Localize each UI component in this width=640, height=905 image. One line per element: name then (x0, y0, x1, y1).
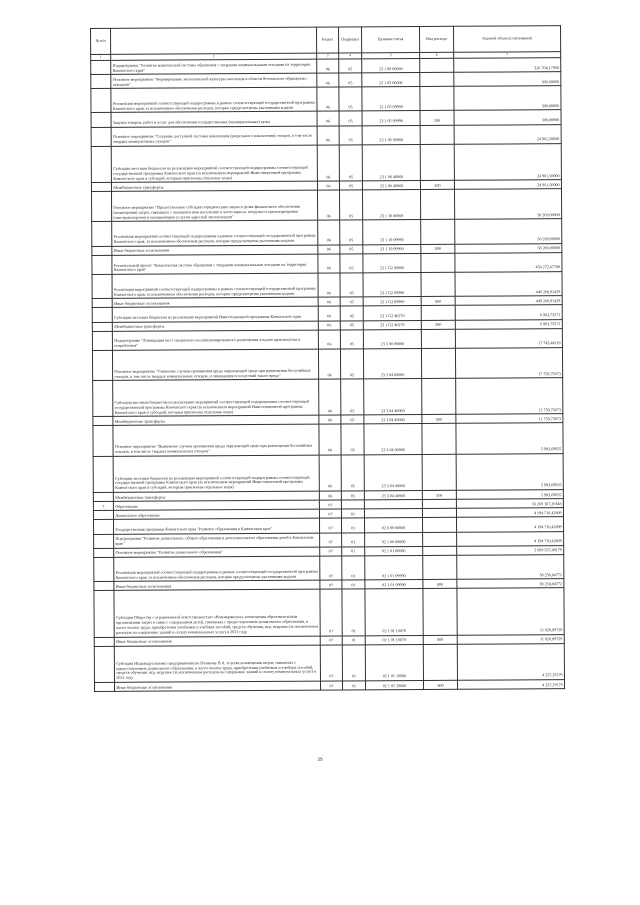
row-number (94, 637, 114, 646)
row-expense-type-code (420, 87, 454, 111)
row-expense-type-code (421, 253, 455, 272)
header-section: Раздел (316, 27, 338, 53)
row-number (91, 60, 111, 74)
row-section-code: 06 (317, 87, 339, 111)
row-target-code: 23 1 G2 00000 (363, 253, 421, 273)
row-expense-type-code (420, 125, 454, 144)
row-name: Межбюджетные трансферты (112, 321, 318, 331)
row-name: Иные бюджетные ассигнования (112, 245, 318, 255)
row-target-code: 02 1 01 00000 (365, 546, 423, 556)
row-section-code: 06 (318, 220, 340, 244)
row-name: Субсидии местным бюджетам на реализацию мероприятий соответствующей подпрограммы соответствующей государственной программы Камчатского края (за исключением мероприятий Инвестиционной программы Камчатского края и субсидий, которым присвоены отдельные коды) (111, 145, 317, 182)
row-number (92, 246, 112, 255)
row-subsection-code: 05 (339, 181, 362, 190)
row-expense-type-code: 800 (421, 296, 455, 305)
row-expense-type-code: 500 (420, 180, 454, 189)
row-number (94, 581, 114, 590)
row-subsection-code: 01 (342, 556, 365, 580)
row-subsection-code: 01 (342, 518, 365, 532)
row-name: Субсидия Индивидуальному предпринимателю Полякову В.А. в целях возмещения затрат, связанных с предоставлением дошкольного образования, в части оплаты труда, приобретения учебников и учебных пособий, средств обучения, игр, игрушек (за исключением расходов на содержание зданий и оплату коммунальных услуг) в 2021 году (114, 645, 320, 682)
row-subsection-code: 05 (339, 73, 362, 87)
row-amount: 4 194 710,42809 (456, 508, 563, 518)
header-subsection: Подраздел (338, 27, 361, 53)
row-target-code: 23 1 05 00000 (362, 73, 420, 88)
row-expense-type-code (423, 532, 457, 546)
row-expense-type-code (423, 555, 457, 579)
row-number (92, 298, 112, 307)
row-name: Иные бюджетные ассигнования (114, 636, 320, 646)
row-expense-type-code (420, 189, 454, 219)
row-amount: 300,00000 (454, 110, 561, 125)
row-number (92, 308, 112, 322)
row-subsection-code: 05 (340, 320, 363, 329)
row-name: Основное мероприятие "Создание доступной системы накопления (раздельного накопления) отходов, в том числе твердых коммунальных отходов" (111, 126, 317, 146)
row-target-code: 23 1 G2 40270 (363, 306, 421, 321)
row-amount: 11 820,89729 (457, 588, 564, 635)
row-subsection-code: 01 (342, 589, 365, 635)
table-row (92, 219, 562, 246)
row-expense-type-code: 500 (422, 415, 456, 424)
row-target-code: 23 1 10 00000 (362, 190, 420, 221)
row-section-code: 06 (317, 73, 339, 87)
row-target-code: 23 1 10 09990 (363, 220, 421, 245)
row-expense-type-code (422, 378, 456, 414)
row-number (93, 492, 113, 501)
row-amount: 17 759,75073 (455, 347, 562, 378)
row-expense-type-code (421, 220, 455, 244)
row-target-code: 23 1 00 00000 (362, 58, 420, 73)
table-row (94, 588, 564, 637)
row-name: Реализация мероприятий соответствующей подпрограммы в рамках соответствующей государственной программы Камчатского края, за исключением обеспечения расходов, которые предусмотрены указанными кодами (112, 273, 318, 298)
index-cell: 5 (362, 53, 420, 59)
row-number (92, 331, 112, 350)
row-section-code: 06 (319, 455, 341, 491)
table-body (91, 58, 565, 692)
row-number (93, 456, 113, 492)
table-row (93, 423, 563, 456)
row-section-code: 06 (319, 424, 341, 454)
header-target: Целевая статья (361, 26, 419, 53)
row-amount: 5 983,69055 (456, 453, 563, 490)
row-name: Региональный проект "Комплексная система обращения с твердыми коммунальными отходами на территории Камчатского края" (112, 254, 318, 274)
row-expense-type-code (421, 329, 455, 348)
row-section-code: 07 (320, 533, 342, 547)
row-expense-type-code: 800 (421, 244, 455, 253)
row-subsection-code: 01 (342, 681, 365, 690)
row-expense-type-code: 500 (421, 320, 455, 329)
row-target-code: 23 3 04 40060 (364, 490, 422, 500)
row-section-code: 07 (320, 547, 342, 556)
row-amount: 58 269,00000 (455, 219, 562, 244)
row-number (92, 274, 112, 298)
row-name: Межбюджетные трансферты (113, 491, 319, 501)
row-expense-type-code (421, 348, 455, 378)
row-target-code: 23 1 10 09990 (363, 244, 421, 254)
row-number (91, 182, 111, 191)
row-section-code: 06 (319, 379, 341, 415)
row-subsection-code: 01 (342, 645, 365, 681)
row-name: Основное мероприятие "Выявление случаев причинения вреда окружающей среде при размещении бесхозяйных отходов, в том числе твердых коммунальных отходов" (113, 425, 319, 456)
row-target-code: 23 1 06 40060 (362, 180, 420, 190)
table-row (94, 643, 564, 682)
row-amount: 449 268,91429 (455, 296, 562, 306)
row-target-code: 02 1 01 09990 (365, 555, 423, 580)
row-expense-type-code (422, 424, 456, 454)
row-target-code: 23 1 05 09990 (362, 87, 420, 112)
row-section-code: 06 (319, 415, 341, 424)
row-expense-type-code (422, 454, 456, 490)
row-amount: 4 194 710,42809 (456, 517, 563, 532)
row-expense-type-code (420, 144, 454, 180)
row-target-code: 02 1 01 09990 (365, 580, 423, 590)
row-subsection-code: 01 (341, 509, 364, 518)
row-section-code: 07 (320, 518, 342, 532)
row-section-code: 07 (320, 635, 342, 644)
row-amount: 2 689 557,88179 (457, 545, 564, 555)
row-amount: 16 269 167,20348 (456, 499, 563, 509)
table-row (94, 679, 564, 691)
row-section-code: 07 (320, 580, 342, 589)
row-number (92, 322, 112, 331)
row-amount: 458 272,67700 (455, 252, 562, 272)
row-amount: 6 903,75571 (455, 305, 562, 320)
row-subsection-code: 01 (342, 547, 365, 556)
row-section-code: 07 (320, 681, 342, 690)
row-name: Субсидии местным бюджетам на реализацию мероприятий Инвестиционной программы Камчатского края (112, 306, 318, 321)
row-section-code: 07 (320, 556, 342, 580)
row-name: Основное мероприятие "Развитие дошкольного образования" (114, 547, 320, 557)
row-subsection-code: 01 (342, 635, 365, 644)
row-subsection-code: 05 (340, 306, 363, 320)
row-amount: 4 257,29179 (457, 643, 564, 680)
row-subsection-code: 05 (340, 244, 363, 253)
row-name: Государственная программа Камчатского края "Развитие образования в Камчатском крае" (114, 518, 320, 533)
row-subsection-code: 05 (340, 254, 363, 273)
row-section-code: 06 (318, 330, 340, 349)
row-amount: 11 820,89729 (457, 634, 564, 644)
row-subsection-code: 05 (339, 87, 362, 111)
row-number (92, 222, 112, 246)
row-target-code: 23 1 06 00000 (362, 125, 420, 145)
index-cell: 4 (339, 53, 362, 59)
row-subsection-code: 05 (340, 273, 363, 297)
header-expense-type: Вид расхода (419, 26, 453, 52)
row-amount: 4 257,29179 (457, 679, 564, 689)
table-row (91, 143, 561, 182)
row-section-code: 06 (318, 273, 340, 297)
row-expense-type-code: 800 (423, 680, 457, 689)
row-name: Образование (113, 500, 319, 510)
table-row (92, 272, 562, 299)
index-cell: 1 (91, 55, 111, 61)
row-expense-type-code: 800 (423, 635, 457, 644)
row-amount: 11 759,75073 (456, 414, 563, 424)
row-amount: 11 759,75073 (456, 378, 563, 415)
row-expense-type-code (422, 508, 456, 517)
table-row (93, 378, 563, 417)
row-name: Иные бюджетные ассигнования (114, 681, 320, 691)
row-subsection-code: 05 (341, 454, 364, 490)
row-amount: 4 194 710,42809 (457, 531, 564, 546)
row-number (94, 548, 114, 557)
row-section-code: 06 (318, 349, 340, 379)
row-amount: 5 983,69055 (456, 489, 563, 499)
row-subsection-code: 01 (342, 532, 365, 546)
row-subsection-code: 05 (341, 424, 364, 454)
index-cell: 6 (420, 52, 454, 58)
row-target-code: 23 3 04 00000 (363, 348, 421, 379)
row-number (93, 380, 113, 416)
index-cell: 7 (454, 52, 561, 58)
table-row (92, 347, 562, 380)
header-num: № п/п (91, 28, 111, 54)
row-target-code: 23 3 04 40060 (364, 415, 422, 425)
header-sum: Годовой объем ассигнований (453, 26, 560, 53)
row-section-code: 06 (318, 306, 340, 320)
row-target-code: 23 1 05 09990 (362, 111, 420, 126)
row-amount: 300,00000 (454, 86, 561, 111)
row-amount: 6 903,75571 (455, 319, 562, 329)
row-number (91, 127, 111, 146)
row-amount: 24 961,50000 (454, 143, 561, 180)
row-amount: 17 743,44118 (455, 328, 562, 348)
row-name: Субсидии местным бюджетам на реализацию мероприятий соответствующей подпрограммы соответствующей государственной программы Камчатского края (за исключением мероприятий Инвестиционной программы Камчатского края и субсидий, которым присвоены отдельные коды) (113, 455, 319, 492)
row-subsection-code: 05 (339, 145, 362, 181)
row-target-code: 23 1 G2 09990 (363, 272, 421, 297)
index-cell: 2 (111, 53, 317, 60)
row-target-code: 23 3 04 40060 (364, 454, 422, 491)
row-section-code: 06 (317, 145, 339, 181)
row-number (92, 350, 112, 380)
row-name: Основное мероприятие "Предоставление субсидии юридическим лицам в целях финансового обеспечения (возмещения) затрат, связанных с оказанием ими населению в части вывоза, погрузки и транспортировки (автотранспортом) и оказывающим услугам адресной эксплуатации" (111, 190, 317, 221)
row-target-code: 23 3 04 40060 (364, 379, 422, 416)
row-name: Дошкольное образование (113, 509, 319, 519)
table-header-row (91, 26, 561, 55)
row-target-code: 02 0 00 00000 (364, 518, 422, 533)
row-number (91, 192, 111, 222)
page-number: 39 (317, 758, 323, 763)
row-name: Субсидии местным бюджетам на реализацию мероприятий соответствующей подпрограммы соответствующей государственной программы Камчатского края (за исключением мероприятий Инвестиционной программы Камчатского края и субсидий, которым присвоены отдельные коды) (113, 379, 319, 416)
row-number (91, 146, 111, 182)
row-section-code: 07 (319, 500, 341, 509)
index-cell: 3 (317, 53, 339, 59)
row-subsection-code: 05 (341, 415, 364, 424)
row-number (94, 557, 114, 581)
row-subsection-code (341, 500, 364, 509)
row-subsection-code: 05 (339, 111, 362, 125)
row-expense-type-code: 800 (423, 579, 457, 588)
row-number (93, 417, 113, 426)
row-target-code: 23 1 G2 09990 (363, 297, 421, 307)
table-row (91, 86, 561, 113)
row-subsection-code: 05 (339, 59, 362, 73)
row-expense-type-code (421, 272, 455, 296)
row-name: Подпрограмма "Развитие комплексной системы обращения с твердыми коммунальными отходами на территории Камчатского края" (111, 59, 317, 74)
row-number (91, 113, 111, 127)
row-amount: 38 258,84772 (457, 579, 564, 589)
row-subsection-code: 05 (341, 491, 364, 500)
row-target-code: 23 3 00 00000 (363, 329, 421, 349)
row-number (94, 646, 114, 682)
row-subsection-code: 05 (339, 125, 362, 144)
row-name: Межбюджетные трансферты (111, 181, 317, 191)
row-amount: 5 983,69055 (456, 423, 563, 454)
row-number (91, 89, 111, 113)
row-amount: 326 704,17900 (454, 58, 561, 73)
row-name: Субсидия Обществу с ограниченной ответственностью «Новокорякское» возмещения образовательным организациям затрат в связи с содержанием детей, связанных с предоставлением дошкольного образования, в части оплаты труда, приобретения учебников и учебных пособий, средств обучения, игр, игрушек (за исключением расходов на содержание зданий и оплату коммунальных услуг) в 2021 году (114, 589, 320, 636)
row-number (93, 426, 113, 456)
row-subsection-code: 05 (340, 349, 363, 379)
budget-sheet (90, 25, 564, 692)
row-section-code: 06 (317, 126, 339, 145)
row-number (94, 682, 114, 691)
row-section-code: 07 (320, 645, 342, 681)
row-amount: 300,00000 (454, 72, 561, 87)
row-expense-type-code (420, 58, 454, 72)
row-name: Межбюджетные трансферты (113, 415, 319, 425)
row-name: Подпрограмма "Ликвидация мест специально несанкционированного размещения отходов производства и потребления" (112, 330, 318, 350)
row-expense-type-code: 200 (420, 111, 454, 125)
row-expense-type-code (423, 546, 457, 555)
row-subsection-code: 01 (342, 580, 365, 589)
row-amount: 24 961,50000 (454, 124, 561, 144)
row-name: Основное мероприятие "Формирование экологической культуры населения в области безопасного обращения с отходами" (111, 73, 317, 88)
row-target-code: 02 1 01 10070 (365, 589, 423, 636)
row-subsection-code: 05 (340, 297, 363, 306)
row-subsection-code: 05 (340, 220, 363, 244)
row-name: Основное мероприятие "Снижение случаев причинения вреда окружающей среде при размещении бесхозяйных отходов, в том числе твердых коммунальных отходов, и ликвидация последствий такого вреда" (112, 349, 318, 380)
row-section-code: 06 (317, 181, 339, 190)
row-name: Реализация мероприятий соответствующей подпрограммы в рамках соответствующей государственной программы Камчатского края, за исключением обеспечения расходов, которые предусмотрены указанными кодами (111, 87, 317, 112)
row-amount: 449 268,91429 (455, 272, 562, 297)
row-target-code: 02 1 00 00000 (365, 532, 423, 547)
budget-table (90, 25, 565, 692)
row-expense-type-code (421, 306, 455, 320)
row-section-code: 06 (318, 245, 340, 254)
row-section-code: 06 (317, 59, 339, 73)
row-section-code: 06 (319, 491, 341, 500)
row-target-code: 23 1 06 40060 (362, 144, 420, 181)
header-name (111, 27, 317, 54)
row-number (94, 591, 114, 637)
row-name: Иные бюджетные ассигнования (112, 297, 318, 307)
row-amount: 58 269,00000 (454, 189, 561, 220)
row-target-code: 23 1 G2 40270 (363, 320, 421, 330)
row-amount: 38 258,84772 (457, 555, 564, 580)
row-section-code: 06 (318, 297, 340, 306)
row-section-code: 06 (318, 254, 340, 273)
row-amount: 24 961,50000 (454, 180, 561, 190)
row-expense-type-code (423, 589, 457, 635)
row-section-code: 07 (319, 509, 341, 518)
row-section-code: 06 (317, 111, 339, 125)
row-number (92, 255, 112, 274)
row-amount: 58 269,00000 (455, 243, 562, 253)
table-row (91, 189, 561, 222)
row-name: Реализация мероприятий соответствующей подпрограммы в рамках соответствующей государственной программы Камчатского края, за исключением обеспечения расходов, которые предусмотрены указанными кодами (112, 220, 318, 245)
row-subsection-code: 05 (339, 190, 362, 220)
row-expense-type-code (422, 499, 456, 508)
row-number: 7 (93, 501, 113, 510)
row-section-code: 06 (318, 320, 340, 329)
row-subsection-code: 05 (341, 379, 364, 415)
row-target-code (364, 509, 422, 519)
row-name: Закупка товаров, работ и услуг для обеспечения государственных (муниципальных) нужд (111, 112, 317, 127)
row-name: Подпрограмма "Развитие дошкольного, общего образования и дополнительного образования детей в Камчатском крае" (114, 533, 320, 548)
row-number (93, 511, 113, 520)
row-target-code: 02 1 01 10070 (365, 635, 423, 645)
row-target-code: 23 3 04 00000 (364, 424, 422, 455)
row-expense-type-code (423, 644, 457, 680)
row-number (91, 74, 111, 88)
row-expense-type-code: 500 (422, 490, 456, 499)
row-subsection-code: 05 (340, 330, 363, 349)
row-target-code (364, 499, 422, 509)
row-number (94, 520, 114, 534)
row-name: Иные бюджетные ассигнования (114, 580, 320, 590)
row-section-code: 06 (317, 190, 339, 220)
row-name: Реализация мероприятий соответствующей подпрограммы в рамках соответствующей государственной программы Камчатского края, за исключением обеспечения расходов, которые предусмотрены указанными кодами (114, 556, 320, 581)
row-number (94, 534, 114, 548)
row-target-code: 02 1 01 10680 (365, 644, 423, 681)
row-target-code: 02 1 01 10680 (365, 680, 423, 690)
row-section-code: 07 (320, 589, 342, 635)
table-row (94, 555, 564, 582)
row-expense-type-code (420, 72, 454, 86)
row-expense-type-code (422, 518, 456, 532)
table-row (93, 453, 563, 492)
